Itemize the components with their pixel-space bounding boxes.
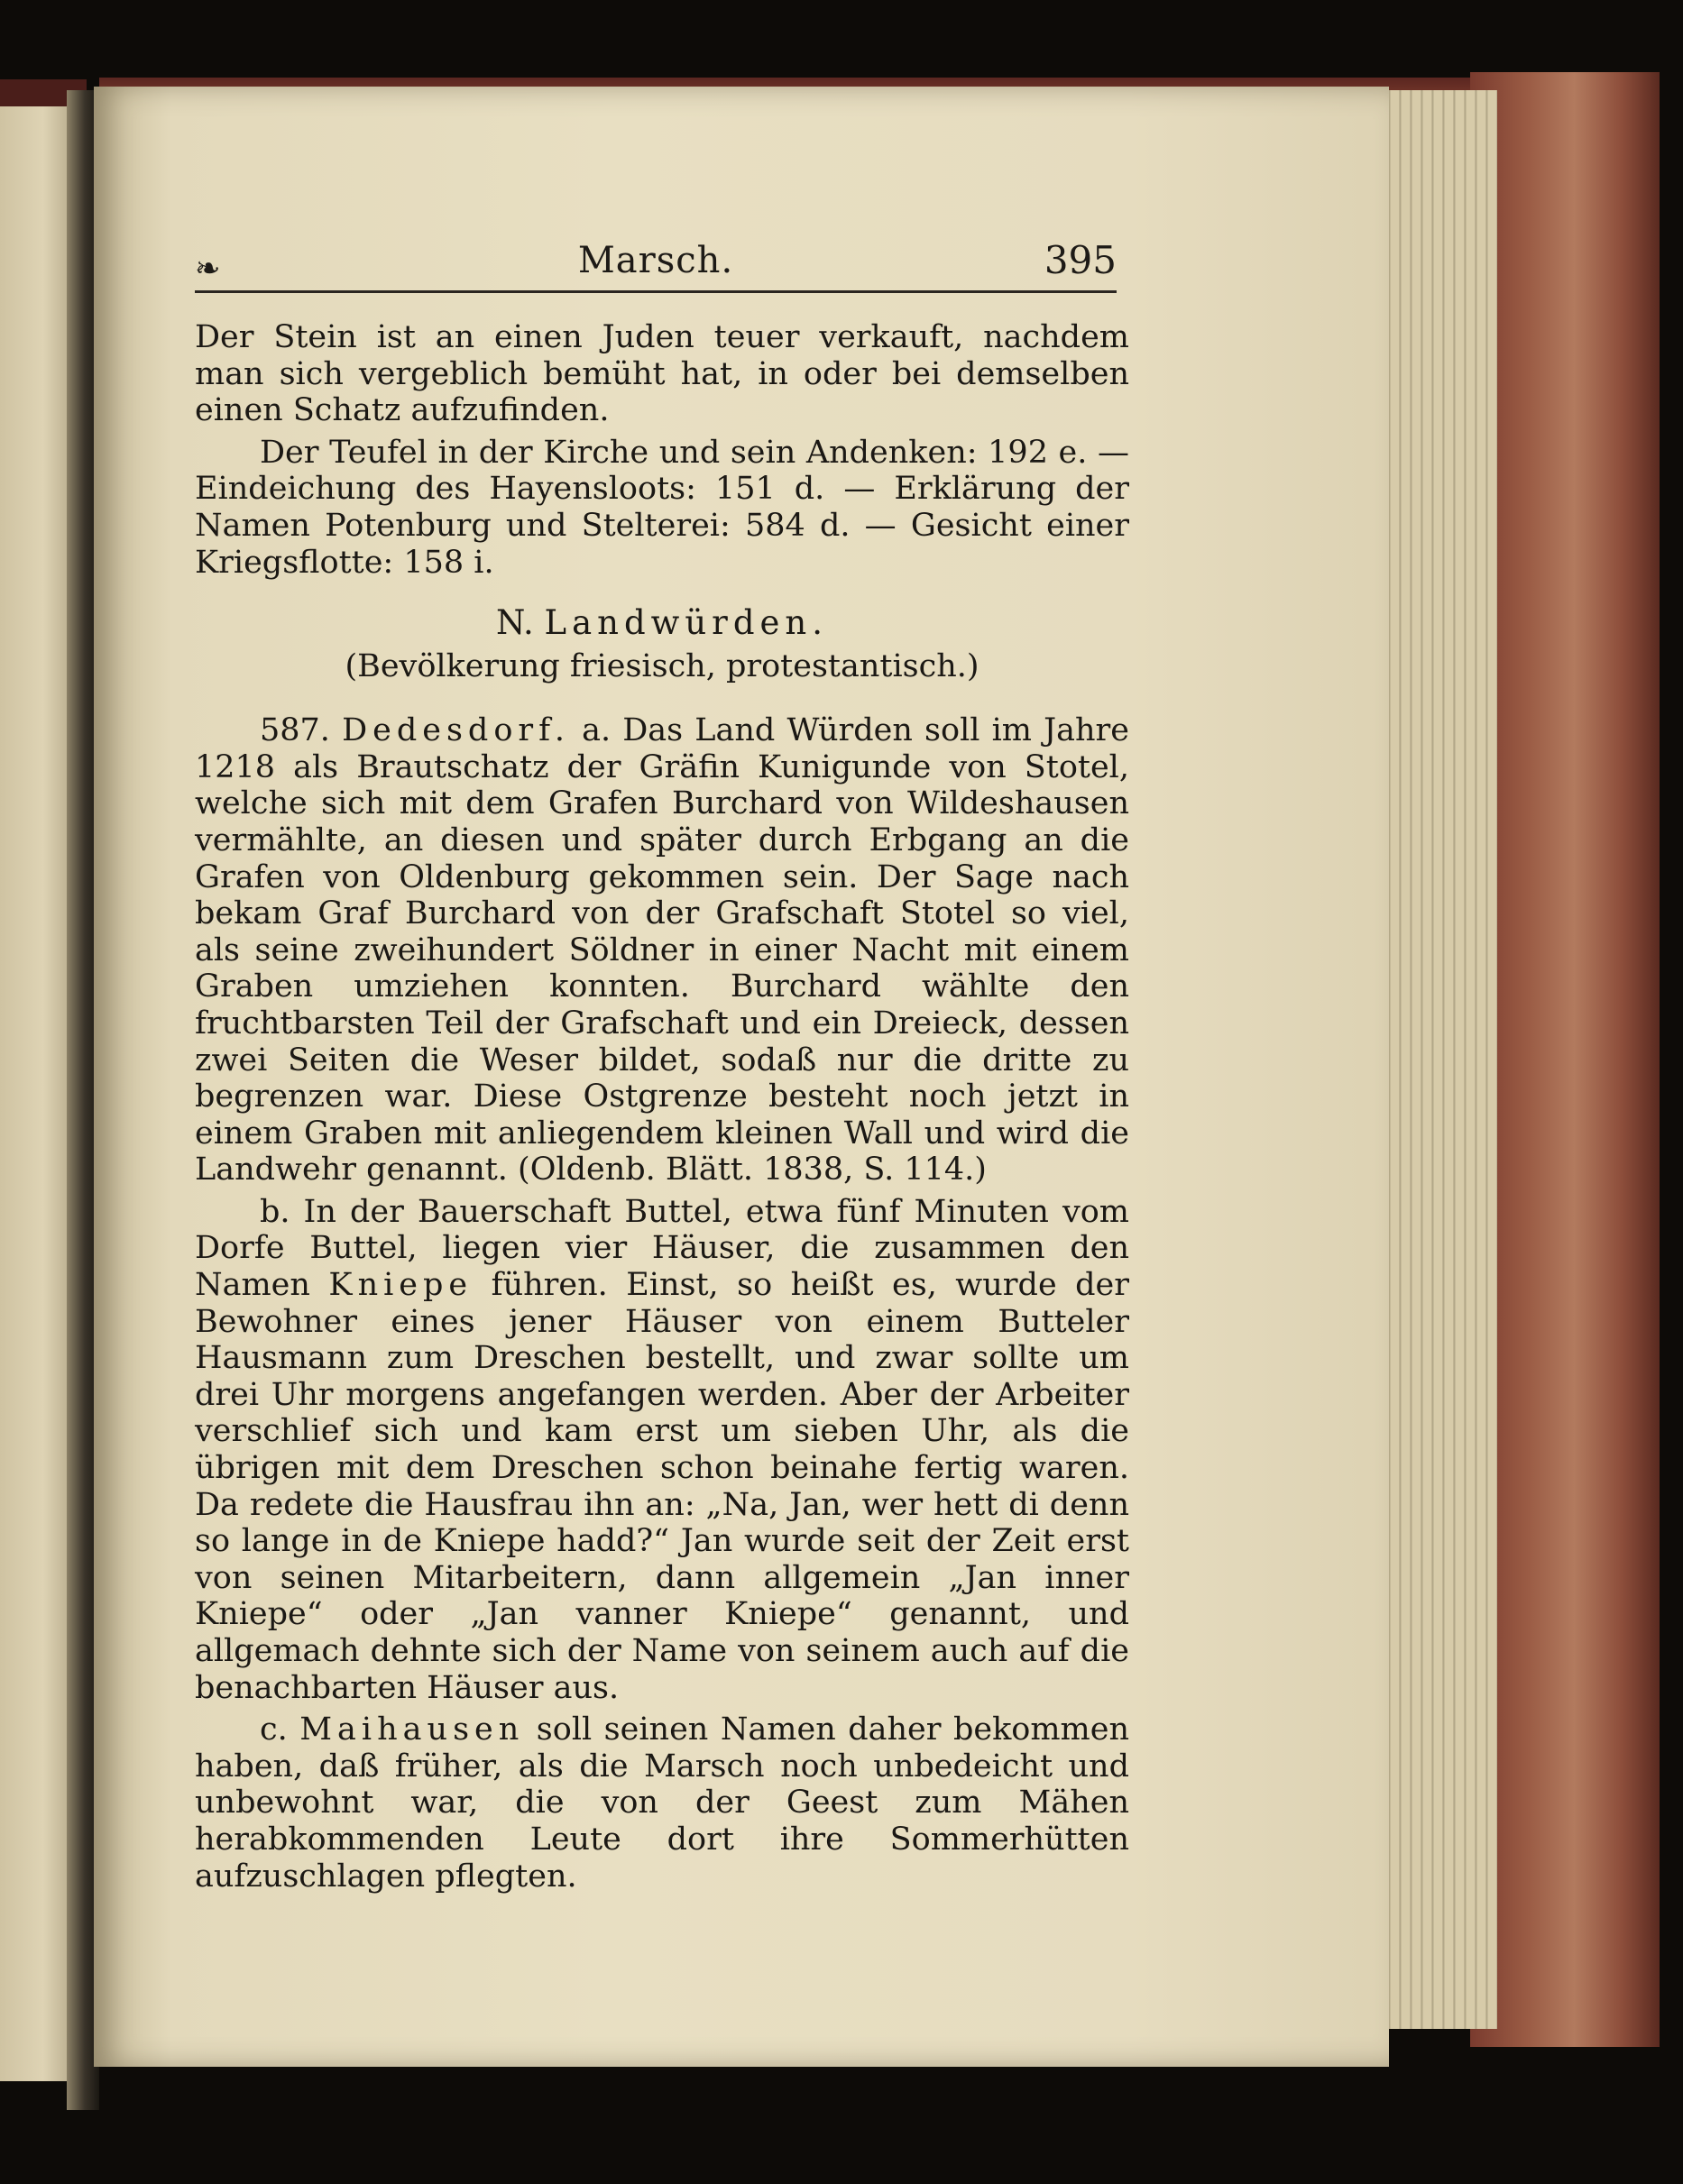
- paragraph-cross-references: Der Teufel in der Kirche und sein Andenken: 192 e. — Eindeichung des Hayensloots: 151 d. — Erklärung der Namen Potenburg und Stelterei: 584 d. — Gesicht einer Kriegsflotte: 158 i.: [195, 434, 1129, 581]
- entry-587-a-text: a. Das Land Würden soll im Jahre 1218 als Brautschatz der Gräfin Kunigunde von Stotel, welche sich mit dem Grafen Burchard von Wildeshausen vermählte, an diesen und später durch Erbgang an die Grafen von Oldenburg gekommen sein. Der Sage nach bekam Graf Burchard von der Grafschaft Stotel so viel, als seine zweihundert Söldner in einer Nacht mit einem Graben umziehen konnten. Burchard wählte den fruchtbarsten Teil der Grafschaft und ein Dreieck, dessen zwei Seiten die Weser bildet, sodaß nur die dritte zu begrenzen war. Diese Ostgrenze besteht noch jetzt in einem Graben mit anliegendem kleinen Wall und wird die Landwehr genannt. (Oldenb. Blätt. 1838, S. 114.): [195, 712, 1129, 1188]
- page-number: 395: [1044, 238, 1117, 282]
- entry-587-b-text-end: führen. Einst, so heißt es, wurde der Bewohner eines jener Häuser von einem Butteler Hausmann zum Dreschen bestellt, und zwar sollte um drei Uhr morgens angefangen werden. Aber der Arbeiter verschlief sich und kam erst um sieben Uhr, als die übrigen mit dem Dreschen schon beinahe fertig waren. Da redete die Hausfrau ihn an: „Na, Jan, wer hett di denn so lange in de Kniepe hadd?“ Jan wurde seit der Zeit erst von seinen Mitarbeitern, dann allgemein „Jan inner Kniepe“ oder „Jan vanner Kniepe“ genannt, und allgemach dehnte sich der Name von seinem auch auf die benachbarten Häuser aus.: [195, 1267, 1129, 1706]
- running-head-title: Marsch.: [577, 240, 734, 281]
- page-stack-edges: [1380, 90, 1497, 2029]
- section-heading: [195, 604, 1129, 642]
- entry-587-c: [195, 1711, 1129, 1895]
- entry-place: Dedesdorf.: [342, 712, 570, 749]
- entry-587-c-text: soll seinen Namen daher bekommen haben, daß früher, als die Marsch noch unbedeicht und unbewohnt war, die von der Geest zum Mähen herabkommenden Leute dort ihre Sommerhütten aufzuschlagen pflegten.: [195, 1711, 1129, 1895]
- entry-587-c-name: Maihausen: [299, 1711, 525, 1748]
- running-head: [195, 236, 1117, 293]
- entry-587-a: [195, 712, 1129, 1188]
- entry-587-b: [195, 1194, 1129, 1706]
- entry-587-b-text-start: b. In der Bauerschaft Buttel, etwa fünf Minuten vom Dorfe Buttel, liegen vier Häuser, die zusammen den Namen: [195, 1193, 1129, 1304]
- section-subheading: (Bevölkerung friesisch, protestantisch.): [345, 648, 979, 685]
- paragraph-stone: Der Stein ist an einen Juden teuer verkauft, nachdem man sich vergeblich bemüht hat, in oder bei demselben einen Schatz aufzufinden.: [195, 319, 1129, 429]
- page-body: [195, 319, 1129, 1900]
- entry-number: 587.: [260, 712, 330, 749]
- section-name: Landwürden.: [544, 603, 829, 643]
- entry-587-c-label: c.: [260, 1711, 288, 1748]
- fleuron-icon: ❧: [195, 251, 221, 287]
- section-letter: N.: [495, 603, 534, 643]
- book-binding-spine: [1470, 72, 1660, 2047]
- previous-page-edge: [0, 106, 72, 2081]
- entry-587-b-name: Kniepe: [328, 1267, 474, 1304]
